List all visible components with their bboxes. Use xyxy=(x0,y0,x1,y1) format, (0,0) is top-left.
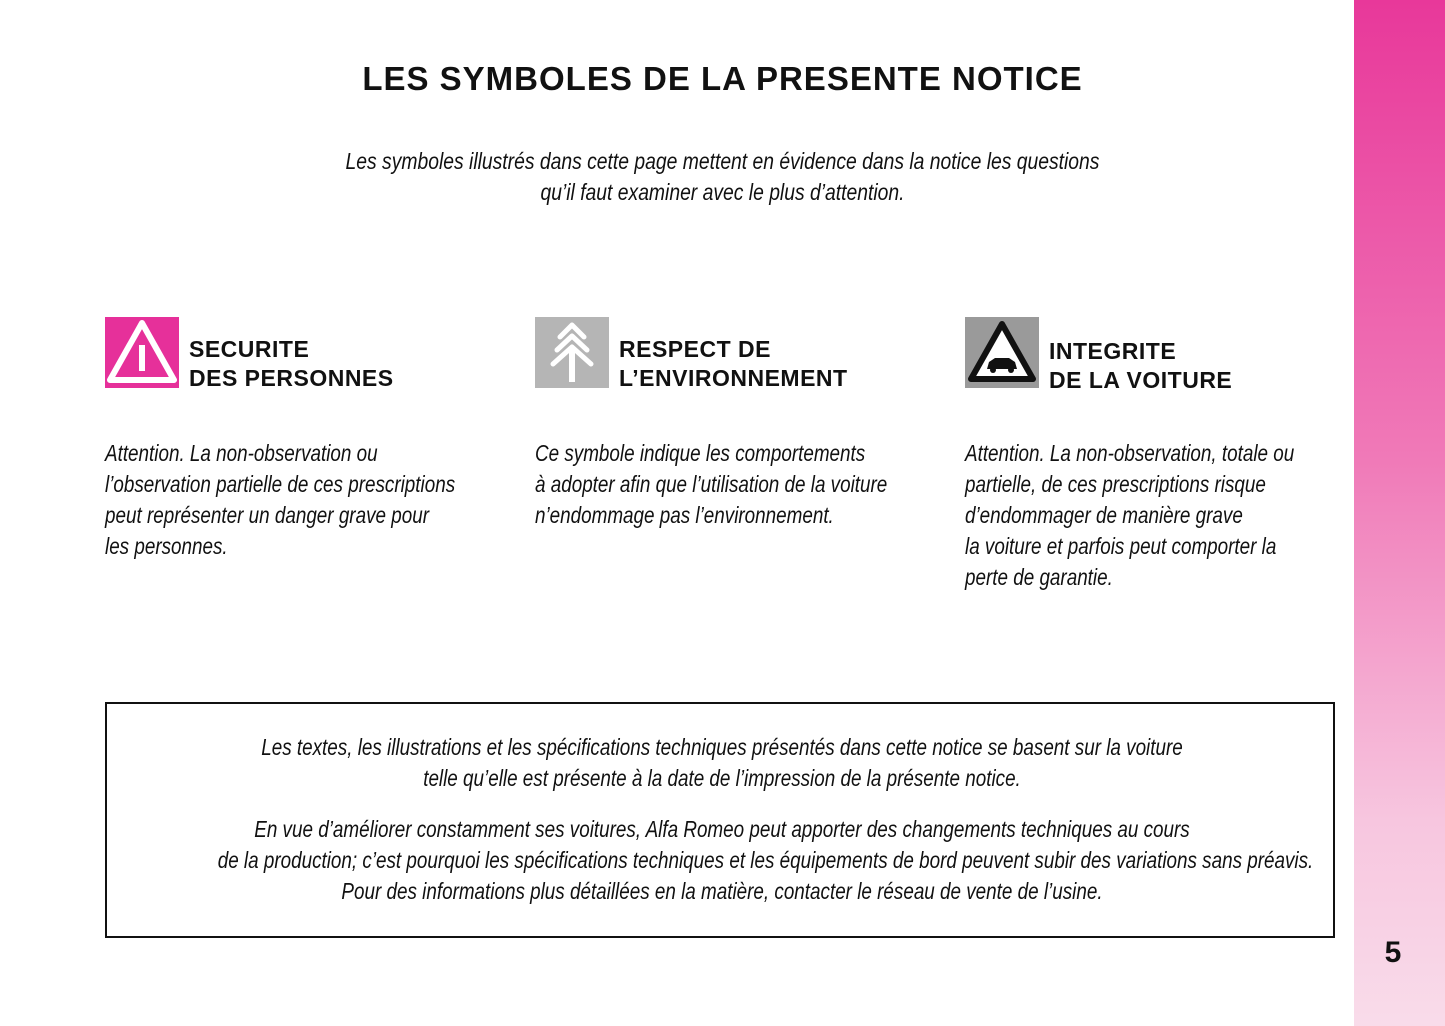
side-color-band xyxy=(1354,0,1445,1026)
page-number: 5 xyxy=(1384,936,1402,969)
symbol-text-car: Attention. La non-observation, totale ou partielle, de ces prescriptions risque d’endommager de manière grave la voiture et parfois peut comporter la perte de garantie. xyxy=(965,440,1295,590)
notice-paragraph-1: Les textes, les illustrations et les spécifications techniques présentés dans cette notice se basent sur la voiture telle qu’elle est présente à la date de l’impression de la présente notice. xyxy=(261,734,1183,791)
symbol-heading-safety: SECURITE DES PERSONNES xyxy=(189,336,394,391)
symbol-heading-car: INTEGRITE DE LA VOITURE xyxy=(1049,338,1233,393)
notice-box xyxy=(105,702,1335,938)
intro-text xyxy=(284,146,1162,208)
symbol-heading-environment: RESPECT DE L’ENVIRONNEMENT xyxy=(619,336,848,391)
page-title: LES SYMBOLES DE LA PRESENTE NOTICE xyxy=(362,60,1083,97)
tree-icon xyxy=(535,317,609,388)
symbol-text-safety: Attention. La non-observation ou l’observation partielle de ces prescriptions peut représenter un danger grave pour les personnes. xyxy=(105,440,456,559)
warning-triangle-icon xyxy=(105,317,179,388)
car-warning-icon xyxy=(965,317,1039,388)
intro-line: Les symboles illustrés dans cette page mettent en évidence dans la notice les questions xyxy=(345,148,1100,174)
notice-paragraph-2: En vue d’améliorer constamment ses voitures, Alfa Romeo peut apporter des changements techniques au cours de la production; c’est pourquoi les spécifications techniques et les équipements de bord peuvent subir des variations sans préavis. Pour des informations plus détaillées en la matière, contacter le réseau de vente de l’usine. xyxy=(217,816,1314,904)
intro-line: qu’il faut examiner avec le plus d’attention. xyxy=(540,179,905,205)
symbol-text-environment: Ce symbole indique les comportements à adopter afin que l’utilisation de la voiture n’endommage pas l’environnement. xyxy=(535,440,888,528)
